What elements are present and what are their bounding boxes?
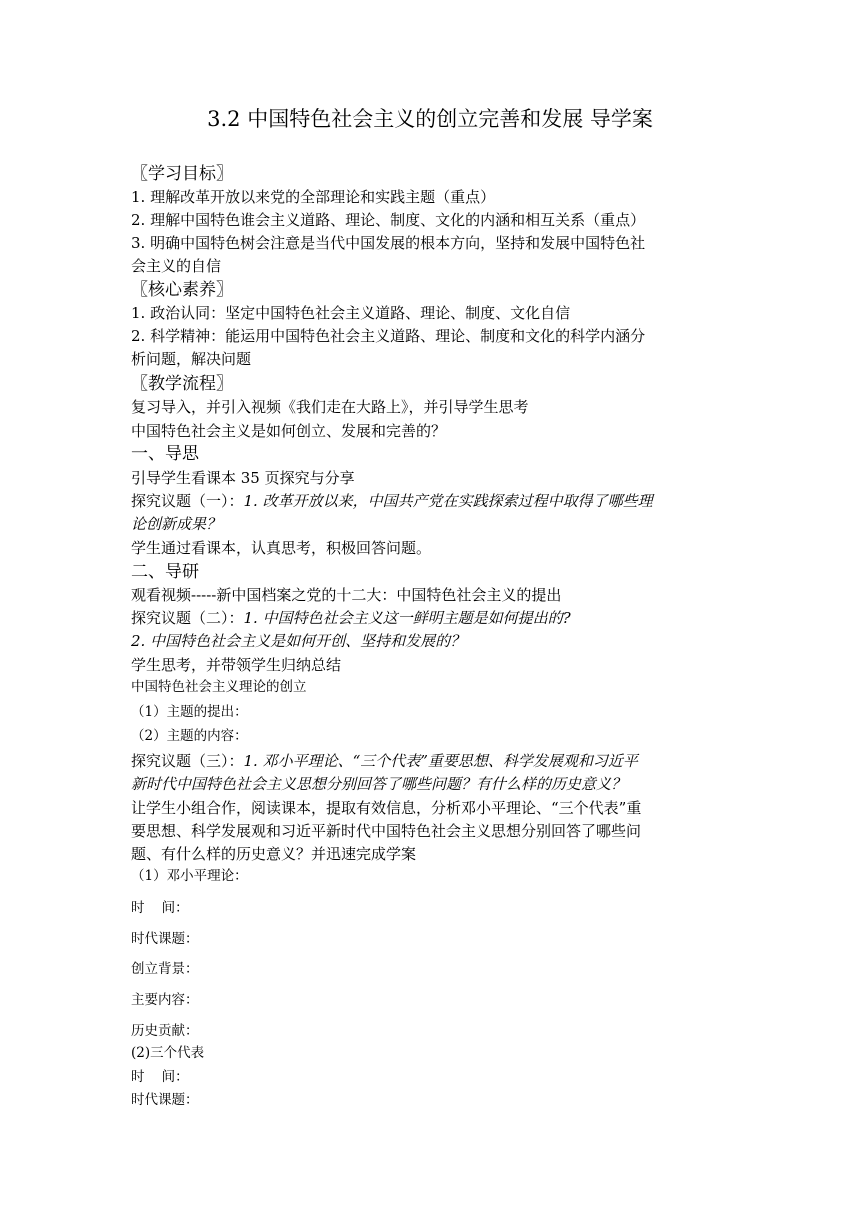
learning-goal-item: 1. 理解改革开放以来党的全部理论和实践主题（重点） (131, 188, 496, 206)
topic-2-prefix: 探究议题（二）： (131, 609, 244, 627)
three-represents-field: 时代课题： (131, 1092, 199, 1108)
intro-question: 中国特色社会主义是如何创立、发展和完善的？ (131, 422, 447, 440)
summary-line: 学生思考，并带领学生归纳总结 (131, 656, 342, 674)
section-1-heading: 一、导思 (131, 444, 199, 464)
sub-title: 中国特色社会主义理论的创立 (131, 679, 307, 695)
topic-2-question: 1. 中国特色社会主义这一鲜明主题是如何提出的? (243, 609, 571, 627)
learning-goals-heading: 〖学习目标〗 (131, 164, 233, 184)
deng-field: 时 间： (131, 900, 189, 916)
topic-3-line (131, 751, 638, 771)
topic-3-question-cont: 新时代中国特色社会主义思想分别回答了哪些问题？有什么样的历史意义？ (131, 775, 627, 793)
learning-goal-item: 3. 明确中国特色树会注意是当代中国发展的根本方向，坚持和发展中国特色社 (131, 234, 646, 252)
intro-line: 复习导入，并引入视频《我们走在大路上》，并引导学生思考 (131, 398, 529, 416)
topic-3-prefix: 探究议题（三）： (131, 752, 244, 770)
section-1-line: 引导学生看课本 35 页探究与分享 (131, 469, 355, 487)
teaching-process-heading: 〖教学流程〗 (131, 374, 233, 394)
three-represents-field: 时 间： (131, 1069, 189, 1085)
group-task-line: 要思想、科学发展观和习近平新时代中国特色社会主义思想分别回答了哪些问 (131, 822, 642, 840)
video-line: 观看视频-----新中国档案之党的十二大：中国特色社会主义的提出 (131, 586, 562, 604)
topic-1-question-cont: 论创新成果？ (131, 515, 222, 533)
core-literacy-item: 2. 科学精神：能运用中国特色社会主义道路、理论、制度和文化的科学内涵分 (131, 327, 646, 345)
topic-1-line (131, 491, 653, 511)
three-represents-title: (2)三个代表 (131, 1045, 205, 1061)
deng-field: 时代课题： (131, 931, 199, 947)
core-literacy-item: 1. 政治认同：坚定中国特色社会主义道路、理论、制度、文化自信 (131, 304, 571, 322)
core-literacy-item: 析问题，解决问题 (131, 350, 252, 368)
deng-field: 主要内容： (131, 992, 199, 1008)
learning-goal-item: 2. 理解中国特色谁会主义道路、理论、制度、文化的内涵和相互关系（重点） (131, 211, 646, 229)
topic-1-question: 1. 改革开放以来，中国共产党在实践探索过程中取得了哪些理 (243, 492, 653, 510)
core-literacy-heading: 〖核心素养〗 (131, 280, 233, 300)
topic-2-question: 2. 中国特色社会主义是如何开创、坚持和发展的？ (131, 632, 466, 650)
learning-goal-item: 会主义的自信 (131, 257, 222, 275)
topic-3-question: 1. 邓小平理论、“三个代表”重要思想、科学发展观和习近平 (243, 752, 638, 770)
group-task-line: 让学生小组合作，阅读课本，提取有效信息，分析邓小平理论、“三个代表”重 (131, 799, 642, 817)
section-2-heading: 二、导研 (131, 562, 199, 582)
topic-1-prefix: 探究议题（一）： (131, 492, 244, 510)
deng-field: 历史贡献： (131, 1023, 199, 1039)
section-1-line: 学生通过看课本，认真思考，积极回答问题。 (131, 539, 432, 557)
deng-theory-title: （1）邓小平理论： (131, 868, 248, 884)
sub-item: （1）主题的提出： (131, 704, 248, 720)
deng-field: 创立背景： (131, 961, 199, 977)
topic-2-line (131, 608, 571, 628)
group-task-line: 题、有什么样的历史意义？并迅速完成学案 (131, 845, 417, 863)
sub-item: （2）主题的内容： (131, 728, 248, 744)
document-title: 3.2 中国特色社会主义的创立完善和发展 导学案 (207, 107, 653, 131)
